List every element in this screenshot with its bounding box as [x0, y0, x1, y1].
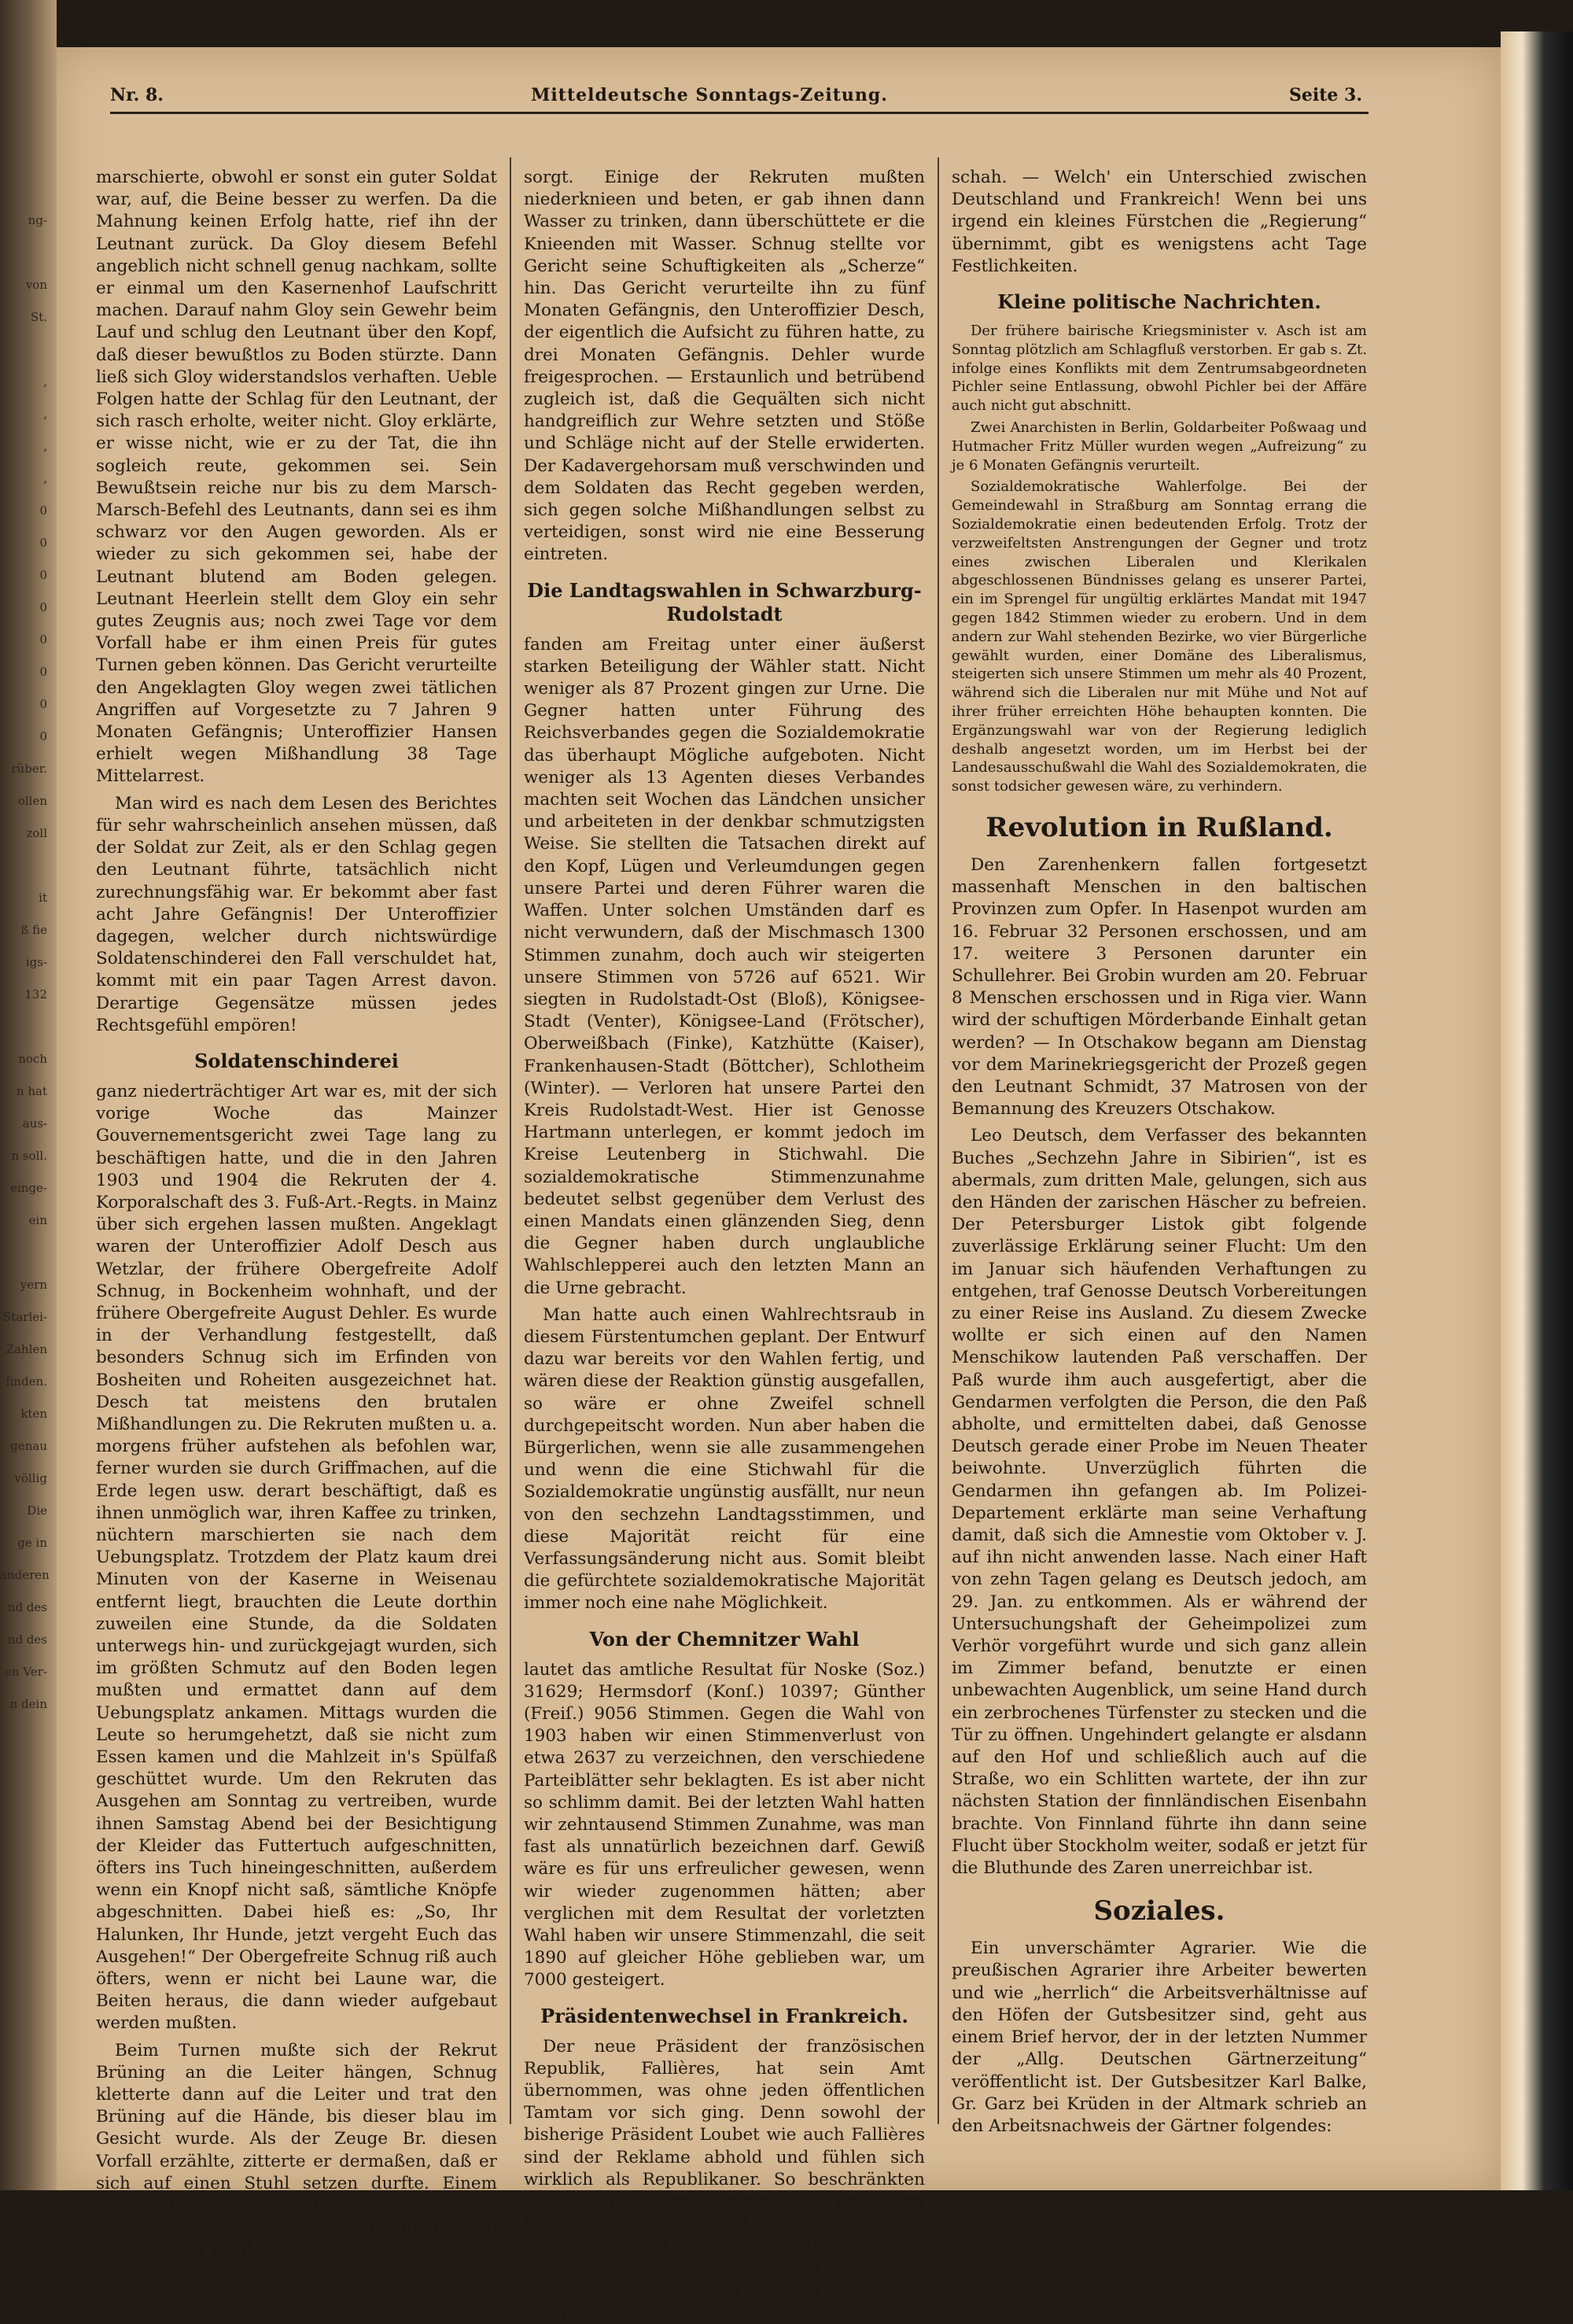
- article-heading: Kleine politische Nachrichten.: [997, 290, 1321, 314]
- news-briefs: [952, 322, 1367, 796]
- article-paragraph: Beim Turnen mußte sich der Rekrut Brüning an die Leiter hängen, Schnug kletterte dann auf die Leiter und trat den Brüning auf die Hände, bis dieser blau im Gesicht wurde. Als der Zeuge Br. diesen Vorfall erzählte, zitterte er dermaßen, daß er sich auf einen Stuhl setzen durfte. Einem andern Rekruten zwang Schnug ein Stück Kautabak zu verzehren, so daß es ihm unwohl wurde. Auch für das Seelenheil der Leute war Schnug be-: [96, 2040, 497, 2282]
- news-brief: Sozialdemokratische Wahlerfolge. Bei der Gemeindewahl in Straßburg am Sonntag errang die Sozialdemokratie einen bedeutenden Erfolg. Trotz der verzweifeltsten Anstrengungen der Gegner und trotz eines zwischen Liberalen und Klerikalen abgeschlossenen Bündnisses gelang es unserer Partei, ein im Sprengel für ungültig erklärtes Mandat mit 1947 gegen 1842 Stimmen wieder zu erobern. Und in dem andern zur Wahl stehenden Bezirke, wo vier Bürgerliche gewählt wurden, einer Domäne des Liberalismus, steigerten sich unsere Stimmen um mehr als 40 Prozent, während sich die Liberalen nur mit Mühe und Not auf ihrer früher erreichten Höhe behaupten konnten. Die Ergänzungswahl war von der Regierung lediglich deshalb angesetzt worden, um im Herbst bei der Landesausschußwahl die Wahl des Sozialdemokraten, die sonst todsicher gewesen wäre, zu verhindern.: [952, 478, 1367, 795]
- adjacent-page-edge: [0, 0, 57, 2190]
- book-binding-edge: [1501, 31, 1573, 2190]
- column-3: [952, 167, 1367, 2173]
- article-heading: Präsidentenwechsel in Frankreich.: [540, 2004, 908, 2027]
- column-divider: [938, 157, 939, 2124]
- article-paragraph: Ein unverschämter Agrarier. Wie die preußischen Agrarier ihre Arbeiter bewerten und wie „herrlich“ die Arbeitsverhältnisse auf den Höfen der Gutsbesitzer sind, geht aus einem Brief hervor, der in der letzten Nummer der „Allg. Deutschen Gärtnerzeitung“ veröffentlicht ist. Der Gutsbesitzer Karl Balke, Gr. Garz bei Krüden in der Altmark schrieb an den Arbeitsnachweis der Gärtner folgendes:: [952, 1939, 1367, 2136]
- article-heading: Die Landtagswahlen in Schwarzburg-Rudolstadt: [527, 578, 922, 625]
- article-paragraph: Der neue Präsident der französischen Republik, Fallières, hat sein Amt übernommen, was ohne jeden öffentlichen Tamtam vor sich ging. Denn sowohl der bisherige Präsident Loubet wie auch Fallières sind der Reklame abhold und fühlen sich wirklich als Republikaner. So beschränkten sie sich auf kurze Ansprachen. Der Form halber überreichte Ministerpräsident Rouvier den neuen Präsidenten das Entlassungsgesuch des Kabinetts. Fallières ersuchte die Minister im Amte zu verbleiben, was auch ge-: [524, 2036, 925, 2323]
- news-brief: Der frühere bairische Kriegsminister v. Asch ist am Sonntag plötzlich am Schlagfluß verstorben. Er gab s. Zt. infolge eines Konflikts mit dem Zentrumsabgeordneten Pichler seine Entlassung, obwohl Pichler bei der Affäre auch nicht gut abschnitt.: [952, 323, 1367, 415]
- article-paragraph: Man hatte auch einen Wahlrechtsraub in diesem Fürstentumchen geplant. Der Entwurf dazu war bereits vor den Wahlen fertig, und wären diese der Reaktion günstig ausgefallen, so wäre er ohne Zweifel schnell durchgepeitscht worden. Nun aber haben die Bürgerlichen, wenn sie alle zusammengehen und wenn die eine Stichwahl für die Sozialdemokratie ungünstig ausfällt, nur neun von den sechzehn Landtagsstimmen, und diese Majorität reicht für eine Verfassungsänderung nicht aus. Somit bleibt die gefürchtete sozialdemokratische Majorität immer noch eine nahe Möglichkeit.: [524, 1304, 925, 1614]
- column-2: [524, 167, 925, 2323]
- column-divider: [510, 157, 511, 2124]
- newspaper-title: Mitteldeutsche Sonntags-Zeitung.: [531, 85, 888, 105]
- section-heading: Revolution in Rußland.: [985, 811, 1333, 843]
- article-paragraph: fanden am Freitag unter einer äußerst starken Beteiligung der Wähler statt. Nicht weniger als 87 Prozent gingen zur Urne. Die Gegner hatten unter Führung des Reichsverbandes gegen die Sozialdemokratie das überhaupt Mögliche aufgeboten. Nicht weniger als 13 Agenten dieses Verbandes machten seit Wochen das Ländchen unsicher und arbeiteten in der denkbar schmutzigsten Weise. Sie stellten die Tatsachen direkt auf den Kopf, Lügen und Verleumdungen gegen unsere Partei und deren Führer waren die Waffen. Unter solchen Umständen darf es nicht verwundern, daß der Mischmasch 1300 Stimmen zunahm, doch auch wir steigerten unsere Stimmen von 5726 auf 6521. Wir siegten in Rudolstadt-Ost (Bloß), Königsee-Stadt (Venter), Königsee-Land (Frötscher), Oberweißbach (Finke), Katzhütte (Kaiser), Frankenhausen-Stadt (Böttcher), Schlotheim (Winter). — Verloren hat unsere Partei den Kreis Rudolstadt-West. Hier ist Genosse Hartmann unterlegen, er kommt jedoch im Kreise Leutenberg in Stichwahl. Die sozialdemokratische Stimmenzunahme bedeutet selbst gegenüber dem Verlust des einen Mandats einen glänzenden Sieg, denn die Gegner haben durch unglaubliche Wahlschlepperei auch den letzten Mann an die Urne gebracht.: [524, 634, 925, 1298]
- article-paragraph: Den Zarenhenkern fallen fortgesetzt massenhaft Menschen in den baltischen Provinzen zum Opfer. In Hasenpot wurden am 16. Februar 32 Personen erschossen, und am 17. weitere 3 Personen darunter ein Schullehrer. Bei Grobin wurden am 20. Februar 8 Menschen erschossen und in Riga vier. Wann wird der schuftigen Mörderbande Einhalt getan werden? — In Otschakow begann am Dienstag vor dem Marinekriegsgericht der Prozeß gegen den Leutnant Schmidt, 37 Matrosen von der Bemannung des Kreuzers Otschakow.: [952, 854, 1367, 1120]
- article-paragraph: schah. — Welch' ein Unterschied zwischen Deutschland und Frankreich! Wenn bei uns irgend ein kleines Fürstchen die „Regierung“ übernimmt, gibt es wenigstens acht Tage Festlichkeiten.: [952, 168, 1367, 276]
- column-1: [96, 167, 497, 2282]
- section-heading: Soziales.: [1093, 1895, 1225, 1927]
- article-paragraph: Leo Deutsch, dem Verfasser des bekannten Buches „Sechzehn Jahre in Sibirien“, ist es abermals, zum dritten Male, gelungen, sich aus den Händen der zarischen Häscher zu befreien. Der Petersburger Listok gibt folgende zuverlässige Erklärung seiner Flucht: Um den im Januar sich häufenden Verhaftungen zu entgehen, traf Genosse Deutsch Vorbereitungen zu einer Reise ins Ausland. Zu diesem Zwecke wollte er sich einen auf den Namen Menschikow lautenden Paß verschaffen. Der Paß wurde ihm auch ausgefertigt, aber die Gendarmen verfolgten die Person, die den Paß abholte, und ermittelten dabei, daß Genosse Deutsch gerade einer Probe im Neuen Theater beiwohnte. Unverzüglich führten die Gendarmen ihn gefangen ab. Im Polizei-Departement erklärte man seine Verhaftung damit, daß sich die Amnestie vom Oktober v. J. auf ihn nicht anwenden lasse. Nach einer Haft von zehn Tagen gelang es Deutsch jedoch, am 29. Jan. zu entkommen. Als er während der Untersuchungshaft der Geheimpolizei zum Verhör vorgeführt wurde und sich ganz allein im Zimmer befand, benutzte er einen unbewachten Augenblick, um seine Hand durch ein zerbrochenes Türfenster zu stecken und die Tür zu öffnen. Ungehindert gelangte er alsdann auf den Hof und schließlich auch auf die Straße, wo ein Schlitten wartete, der ihn zur nächsten Station der finnländischen Eisenbahn brachte. Von Finnland führte ihn dann seine Flucht über Stockholm weiter, sodaß er jetzt für die Bluthunde des Zaren unerreichbar ist.: [952, 1126, 1367, 1879]
- issue-number: Nr. 8.: [110, 85, 164, 105]
- article-paragraph: ganz niederträchtiger Art war es, mit der sich vorige Woche das Mainzer Gouvernementsgericht zwei Tage lang zu beschäftigen hatte, und die in den Jahren 1903 und 1904 die Rekruten der 4. Korporalschaft des 3. Fuß-Art.-Regts. in Mainz über sich ergehen lassen mußten. Angeklagt waren der Unteroffizier Adolf Desch aus Wetzlar, der frühere Obergefreite Adolf Schnug, in Bockenheim wohnhaft, und der frühere Obergefreite August Dehler. Es wurde in der Verhandlung festgestellt, daß besonders Schnug sich im Erfinden von Bosheiten und Roheiten ausgezeichnet hat. Desch tat meistens den brutalen Mißhandlungen zu. Die Rekruten mußten u. a. morgens früher aufstehen als befohlen war, ferner wurden sie durch Griffmachen, auf die Erde legen usw. derart beschäftigt, daß es ihnen unmöglich war, ihren Kaffee zu trinken, nüchtern marschierten sie nach dem Uebungsplatz. Trotzdem der Platz kaum drei Minuten von der Kaserne in Weisenau entfernt liegt, brauchten die Leute dorthin zuweilen eine Stunde, da die Soldaten unterwegs hin- und zurückgejagt wurden, sich im größten Schmutz auf den Boden legen mußten und ermattet dann auf dem Uebungsplatz ankamen. Mittags wurden die Leute so herumgehetzt, daß sie nicht zum Essen kamen und die Mahlzeit in's Spülfaß geschüttet wurde. Um den Rekruten das Ausgehen am Sonntag zu vertreiben, wurde ihnen Samstag Abend bei der Besichtigung der Kleider das Futtertuch aufgeschnitten, öfters ins Tuch hineingeschnitten, außerdem wenn ein Knopf nicht saß, sämtliche Knöpfe abgeschnitten. Dabei hieß es: „So, Ihr Halunken, Ihr Hunde, jetzt vergeht Euch das Ausgehen!“ Der Obergefreite Schnug riß auch öfters, wenn er nicht bei Laune war, die Beiten heraus, die dann wieder aufgebaut werden mußten.: [96, 1081, 497, 2034]
- header-rule: [110, 112, 1369, 114]
- adjacent-page-text: ng- von St. , , , , 0 0 0 0 0 0 0 0 rüber. ollen zoll it ß fie igs- 132 noch n hat aus- n soll. einge- ein yern Starlei- Zahlen finden. kten genau völlig Die ge in anderen nd des nd des en Ver- n dein: [0, 213, 50, 1711]
- article-paragraph: marschierte, obwohl er sonst ein guter Soldat war, auf, die Beine besser zu werfen. Da die Mahnung keinen Erfolg hatte, rief ihn der Leutnant zurück. Da Gloy diesem Befehl angeblich nicht schnell genug nachkam, sollte er einmal um den Kasernenhof Laufschritt machen. Darauf nahm Gloy sein Gewehr beim Lauf und schlug den Leutnant über den Kopf, daß dieser bewußtlos zu Boden stürzte. Dann ließ sich Gloy widerstandslos verhaften. Ueble Folgen hatte der Schlag für den Leutnant, der sich rasch erholte, weiter nicht. Gloy erklärte, er wisse nicht, wie er zu der Tat, die ihn sogleich reute, gekommen sei. Sein Bewußtsein reiche nur bis zu dem Marsch-Marsch-Befehl des Leutnants, dann sei es ihm schwarz vor den Augen geworden. Als er wieder zu sich gekommen sei, habe der Leutnant blutend am Boden gelegen. Leutnant Heerlein stellt dem Gloy ein sehr gutes Zeugnis aus; noch zwei Tage vor dem Vorfall habe er ihm einen Preis für gutes Turnen geben können. Das Gericht verurteilte den Angeklagten Gloy wegen zwei tätlichen Angriffen auf Vorgesetzte zu 7 Jahren 9 Monaten Gefängnis; Unteroffizier Hansen erhielt wegen Mißhandlung 38 Tage Mittelarrest.: [96, 168, 497, 787]
- article-paragraph: lautet das amtliche Resultat für Noske (Soz.) 31629; Hermsdorf (Konſ.) 10397; Günther (Freiſ.) 9056 Stimmen. Gegen die Wahl von 1903 haben wir einen Stimmenverlust von etwa 2637 zu verzeichnen, den verschiedene Parteiblätter sehr beklagten. Es ist aber nicht so schlimm damit. Bei der letzten Wahl hatten wir zehntausend Stimmen Zunahme, was man fast als unnatürlich bezeichnen darf. Gewiß wäre es für uns erfreulicher gewesen, wenn wir wieder zugenommen hätten; aber verglichen mit dem Resultat der vorletzten Wahl haben wir unsere Stimmenzahl, die seit 1890 auf gleicher Höhe geblieben war, um 7000 gesteigert.: [524, 1659, 925, 1990]
- article-heading: Von der Chemnitzer Wahl: [589, 1627, 860, 1651]
- article-paragraph: Man wird es nach dem Lesen des Berichtes für sehr wahrscheinlich ansehen müssen, daß der Soldat zur Zeit, als er den Schlag gegen den Leutnant führte, tatsächlich nicht zurechnungsfähig war. Er bekommt aber fast acht Jahre Gefängnis! Der Unteroffizier dagegen, welcher durch nichtswürdige Soldatenschinderei den Fall verschuldet hat, kommt mit ein paar Tagen Arrest davon. Derartige Gegensätze müssen jedes Rechtsgefühl empören!: [96, 793, 497, 1035]
- page-number: Seite 3.: [1288, 85, 1362, 105]
- article-heading: Soldatenschinderei: [194, 1049, 399, 1072]
- news-brief: Zwei Anarchisten in Berlin, Goldarbeiter Poßwaag und Hutmacher Fritz Müller wurden wegen „Aufreizung“ zu je 6 Monaten Gefängnis verurteilt.: [952, 419, 1367, 474]
- article-paragraph: sorgt. Einige der Rekruten mußten niederknieen und beten, er gab ihnen dann Wasser zu trinken, dann überschüttete er die Knieenden mit Wasser. Schnug stellte vor Gericht seine Schuftigkeiten als „Scherze“ hin. Das Gericht verurteilte ihn zu fünf Monaten Gefängnis, den Unteroffizier Desch, der eigentlich die Aufsicht zu führen hatte, zu drei Monaten Gefängnis. Dehler wurde freigesprochen. — Erstaunlich und betrübend zugleich ist, daß die Gequälten sich nicht handgreiflich zur Wehre setzten und Stöße und Schläge nicht auf der Stelle erwiderten. Der Kadavergehorsam muß verschwinden und dem Soldaten das Recht gegeben werden, sich gegen solche Mißhandlungen selbst zu verteidigen, sonst wird nie eine Besserung eintreten.: [524, 168, 925, 565]
